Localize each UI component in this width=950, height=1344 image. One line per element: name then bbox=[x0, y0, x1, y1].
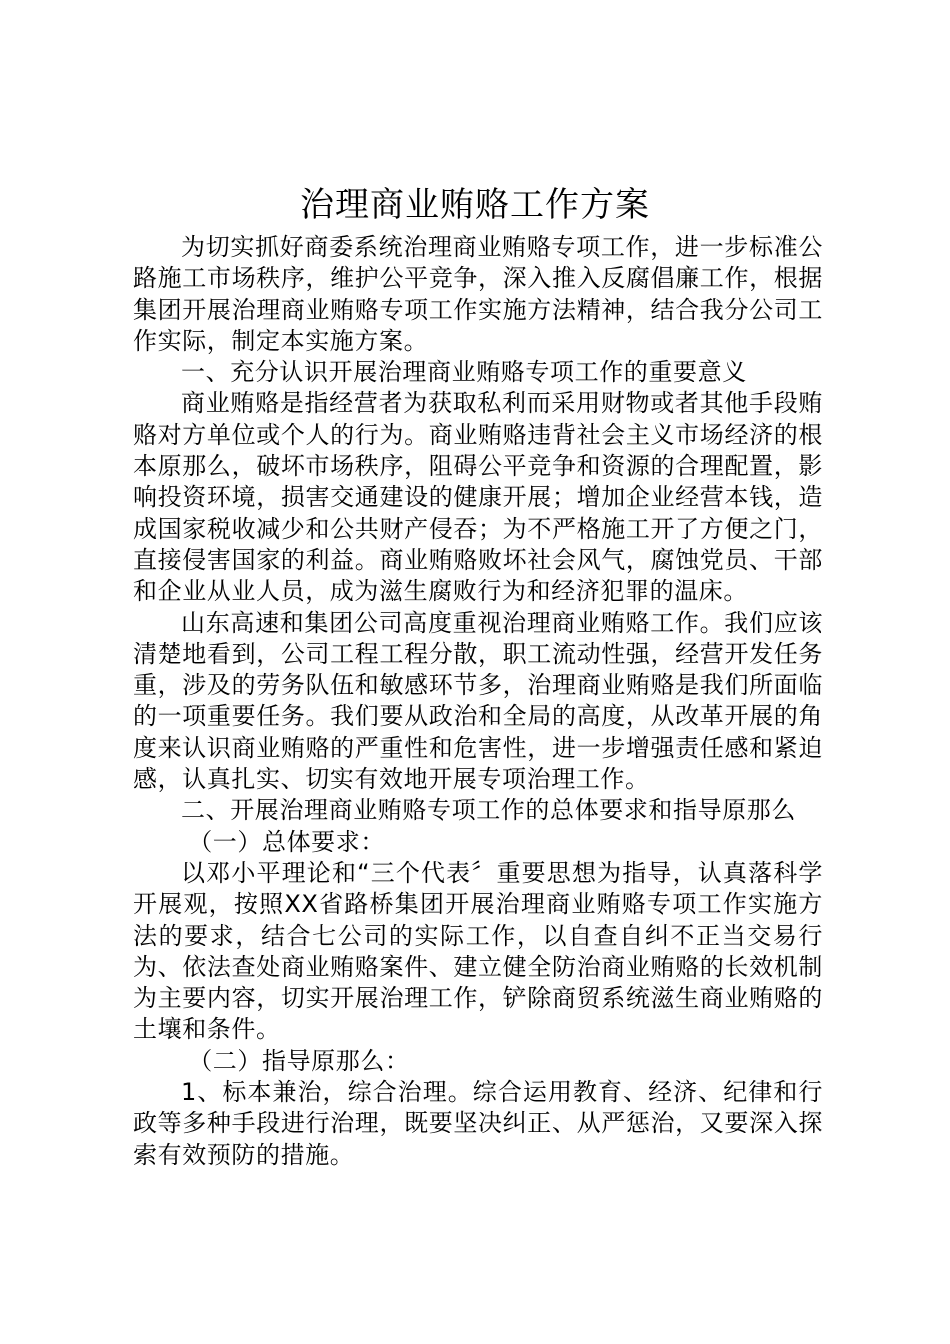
intro-paragraph: 为切实抓好商委系统治理商业贿赂专项工作，进一步标准公路施工市场秩序，维护公平竞争，深入推入反腐倡廉工作，根据集团开展治理商业贿赂专项工作实施方法精神，结合我分公司工作实际，制定本实施方案。 bbox=[133, 233, 823, 355]
body-paragraph: 以邓小平理论和“三个代表〞重要思想为指导，认真落科学开展观，按照XX省路桥集团开展治理商业贿赂专项工作实施方法的要求，结合七公司的实际工作，以自查自纠不正当交易行为、依法查处商业贿赂案件、建立健全防治商业贿赂的长效机制为主要内容，切实开展治理工作，铲除商贸系统滋生商业贿赂的土壤和条件。 bbox=[133, 858, 823, 1044]
subsection-heading-1: （一）总体要求： bbox=[188, 827, 385, 856]
body-paragraph: 山东高速和集团公司高度重视治理商业贿赂工作。我们应该清楚地看到，公司工程工程分散，职工流动性强，经营开发任务重，涉及的劳务队伍和敏感环节多，治理商业贿赂是我们所面临的一项重要任务。我们要从政治和全局的高度，从改革开展的角度来认识商业贿赂的严重性和危害性，进一步增强责任感和紧迫感，认真扎实、切实有效地开展专项治理工作。 bbox=[133, 608, 823, 794]
subsection-heading-2: （二）指导原那么： bbox=[188, 1046, 410, 1075]
section-heading-2: 二、开展治理商业贿赂专项工作的总体要求和指导原那么 bbox=[181, 796, 796, 825]
document-title: 治理商业贿赂工作方案 bbox=[300, 185, 650, 225]
document-body bbox=[133, 232, 823, 1171]
body-paragraph: 1、标本兼治，综合治理。综合运用教育、经济、纪律和行政等多种手段进行治理，既要坚决纠正、从严惩治，又要深入探索有效预防的措施。 bbox=[133, 1078, 823, 1169]
body-paragraph: 商业贿赂是指经营者为获取私利而采用财物或者其他手段贿赂对方单位或个人的行为。商业贿赂违背社会主义市场经济的根本原那么，破坏市场秩序，阻碍公平竞争和资源的合理配置，影响投资环境，损害交通建设的健康开展；增加企业经营本钱，造成国家税收减少和公共财产侵吞；为不严格施工开了方便之门，直接侵害国家的利益。商业贿赂败坏社会风气，腐蚀党员、干部和企业从业人员，成为滋生腐败行为和经济犯罪的温床。 bbox=[133, 389, 823, 606]
section-heading-1: 一、充分认识开展治理商业贿赂专项工作的重要意义 bbox=[181, 358, 747, 387]
